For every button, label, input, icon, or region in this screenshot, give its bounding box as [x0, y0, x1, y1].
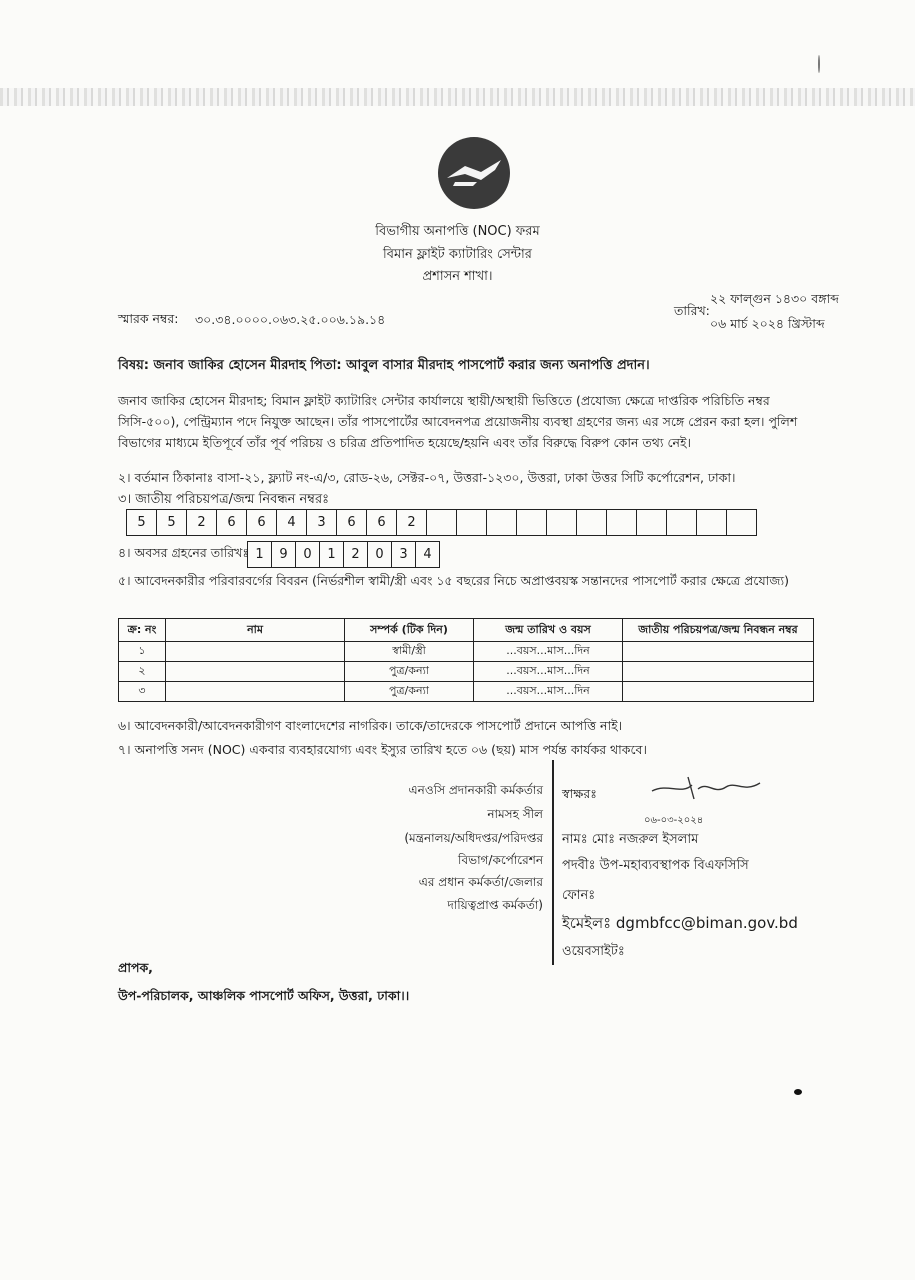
retire-digit: 1 [320, 542, 344, 567]
retire-digit: 4 [423, 547, 432, 562]
col-name: নাম [166, 619, 345, 642]
table-header-row [119, 619, 814, 642]
cell-relation: পুত্র/কন্যা [345, 662, 474, 682]
issuer-caption-1: এনওসি প্রদানকারী কর্মকর্তার [408, 783, 543, 797]
nid-digit: 6 [337, 510, 367, 535]
cell-name [166, 662, 345, 682]
address-line: ২। বর্তমান ঠিকানাঃ বাসা-২১, ফ্ল্যাট নং-এ/৩, রোড-২৬, সেক্টর-০৭, উত্তরা-১২৩০, উত্তরা, ঢাকা উত্তর সিটি কর্পোরেশন, ঢাকা। [118, 470, 736, 485]
citizenship-statement: ৬। আবেদনকারী/আবেদনকারীগণ বাংলাদেশের নাগরিক। তাকে/তাদেরকে পাসপোর্ট প্রদানে আপত্তি নাই। [118, 718, 623, 733]
nid-digit [727, 510, 756, 535]
nid-digit: 6 [247, 510, 277, 535]
issuer-caption-4: বিভাগ/কর্পোরেশন [458, 853, 543, 867]
issuer-phone: ফোনঃ [562, 888, 596, 903]
nid-digit [577, 510, 607, 535]
retire-digit: 9 [272, 542, 296, 567]
retire-digit: 1 [248, 542, 272, 567]
issuer-name: নামঃ মোঃ নজরুল ইসলাম [562, 832, 699, 847]
nid-digit [697, 510, 727, 535]
issuer-website: ওয়েবসাইটঃ [562, 944, 625, 959]
cell-dob: ...বয়স...মাস...দিন [474, 662, 623, 682]
signature-date: ০৬-০৩-২০২৪ [644, 815, 704, 826]
body-paragraph: জনাব জাকির হোসেন মীরদাহ; বিমান ফ্লাইট ক্যাটারিং সেন্টার কার্যালয়ে স্থায়ী/অস্থায়ী ভিত্তিতে (প্রযোজ্য ক্ষেত্রে দাপ্তরিক পরিচিতি নম্বর সিসি-৫০০), পেন্ট্রিম্যান পদে নিযুক্ত আছেন। তাঁর পাসপোর্টের আবেদনপত্র প্রয়োজনীয় ব্যবস্থা গ্রহণের জন্য এর সঙ্গে প্রেরন করা হল। পুলিশ বিভাগের মাধ্যমে ইতিপূর্বে তাঁর পূর্ব পরিচয় ও চরিত্র প্রতিপাদিত হয়েছে/হয়নি এবং তাঁর বিরুদ্ধে বিরুপ কোন তথ্য নেই। [118, 393, 798, 450]
date-english: ০৬ মার্চ ২০২৪ খ্রিস্টাব্দ [710, 316, 825, 331]
recipient-label: প্রাপক, [118, 960, 153, 975]
retire-digit: 0 [296, 542, 320, 567]
nid-digit [517, 510, 547, 535]
handwritten-signature [648, 773, 768, 807]
org-name: বিমান ফ্লাইট ক্যাটারিং সেন্টার [383, 247, 532, 262]
family-section-label: ৫। আবেদনকারীর পরিবারবর্গের বিবরন (নির্ভরশীল স্বামী/স্ত্রী এবং ১৫ বছরের নিচে অপ্রাপ্তবয়স্ক সন্তানদের পাসপোর্ট করার ক্ষেত্রে প্রযোজ্য) [118, 573, 789, 588]
cell-serial: ১ [119, 642, 166, 662]
retire-digit: 3 [392, 542, 416, 567]
table-row [119, 642, 814, 662]
cell-name [166, 682, 345, 702]
nid-digit: 5 [157, 510, 187, 535]
col-relation: সম্পর্ক (টিক দিন) [345, 619, 474, 642]
scan-speck [794, 1089, 802, 1095]
subject-text: জনাব জাকির হোসেন মীরদাহ পিতা: আবুল বাসার মীরদাহ পাসপোর্ট করার জন্য অনাপত্তি প্রদান। [153, 358, 650, 373]
ref-number: ৩০.৩৪.০০০০.০৬৩.২৫.০০৬.১৯.১৪ [195, 312, 386, 327]
issuer-caption-3: (মন্ত্রনালয়/অধিদপ্তর/পরিদপ্তর [404, 831, 543, 845]
cell-dob: ...বয়স...মাস...দিন [474, 642, 623, 662]
nid-digit [427, 510, 457, 535]
cell-name [166, 642, 345, 662]
date-label: তারিখ: [674, 303, 710, 318]
signature-label: স্বাক্ষরঃ [562, 786, 597, 801]
scan-artifact-line [0, 88, 915, 106]
nid-digit: 2 [187, 510, 217, 535]
cell-nid [623, 642, 814, 662]
col-dob: জন্ম তারিখ ও বয়স [474, 619, 623, 642]
nid-label: ৩। জাতীয় পরিচয়পত্র/জন্ম নিবন্ধন নম্বরঃ [118, 492, 330, 507]
table-row [119, 662, 814, 682]
nid-digit: 6 [217, 510, 247, 535]
col-nid: জাতীয় পরিচয়পত্র/জন্ম নিবন্ধন নম্বর [623, 619, 814, 642]
validity-statement: ৭। অনাপত্তি সনদ (NOC) একবার ব্যবহারযোগ্য এবং ইস্যুর তারিখ হতে ০৬ (ছয়) মাস পর্যন্ত কার্যকর থাকবে। [118, 742, 647, 757]
subject-label: বিষয়: [118, 358, 149, 373]
nid-digit: 4 [277, 510, 307, 535]
nid-digit: 3 [307, 510, 337, 535]
retire-digit: 0 [368, 542, 392, 567]
col-serial: ক্র: নং [119, 619, 166, 642]
nid-digit: 5 [127, 510, 157, 535]
signature-divider [552, 760, 554, 965]
cell-relation: পুত্র/কন্যা [345, 682, 474, 702]
issuer-caption-5: এর প্রধান কর্মকর্তা/জেলার [418, 875, 543, 889]
issuer-designation: পদবীঃ উপ-মহাব্যবস্থাপক বিএফসিসি [562, 858, 749, 873]
retirement-label: ৪। অবসর গ্রহনের তারিখঃ [118, 545, 250, 560]
biman-logo-icon [437, 136, 511, 210]
cell-nid [623, 662, 814, 682]
nid-boxes [126, 509, 757, 536]
table-row [119, 682, 814, 702]
recipient-address: উপ-পরিচালক, আঞ্চলিক পাসপোর্ট অফিস, উত্তরা, ঢাকা।। [118, 988, 410, 1003]
form-title: বিভাগীয় অনাপত্তি (NOC) ফরম [375, 224, 540, 239]
nid-digit [667, 510, 697, 535]
retire-digit: 2 [344, 542, 368, 567]
issuer-caption-2: নামসহ সীল [487, 807, 543, 821]
nid-digit [457, 510, 487, 535]
nid-digit [547, 510, 577, 535]
cell-dob: ...বয়স...মাস...দিন [474, 682, 623, 702]
cell-relation: স্বামী/স্ত্রী [345, 642, 474, 662]
section-name: প্রশাসন শাখা। [422, 269, 493, 284]
nid-digit: 6 [367, 510, 397, 535]
issuer-email: ইমেইলঃ dgmbfcc@biman.gov.bd [562, 914, 798, 932]
nid-digit [487, 510, 517, 535]
retirement-date-boxes [247, 541, 440, 568]
cell-serial: ২ [119, 662, 166, 682]
scan-speck [818, 55, 820, 73]
ref-label: স্মারক নম্বর: [118, 311, 179, 326]
nid-digit [637, 510, 667, 535]
issuer-caption-6: দায়িত্বপ্রাপ্ত কর্মকর্তা) [447, 898, 543, 912]
nid-digit [607, 510, 637, 535]
cell-nid [623, 682, 814, 702]
date-bangla: ২২ ফাল্গুন ১৪৩০ বঙ্গাব্দ [710, 291, 839, 306]
cell-serial: ৩ [119, 682, 166, 702]
nid-digit: 2 [397, 510, 427, 535]
family-table [118, 618, 814, 702]
